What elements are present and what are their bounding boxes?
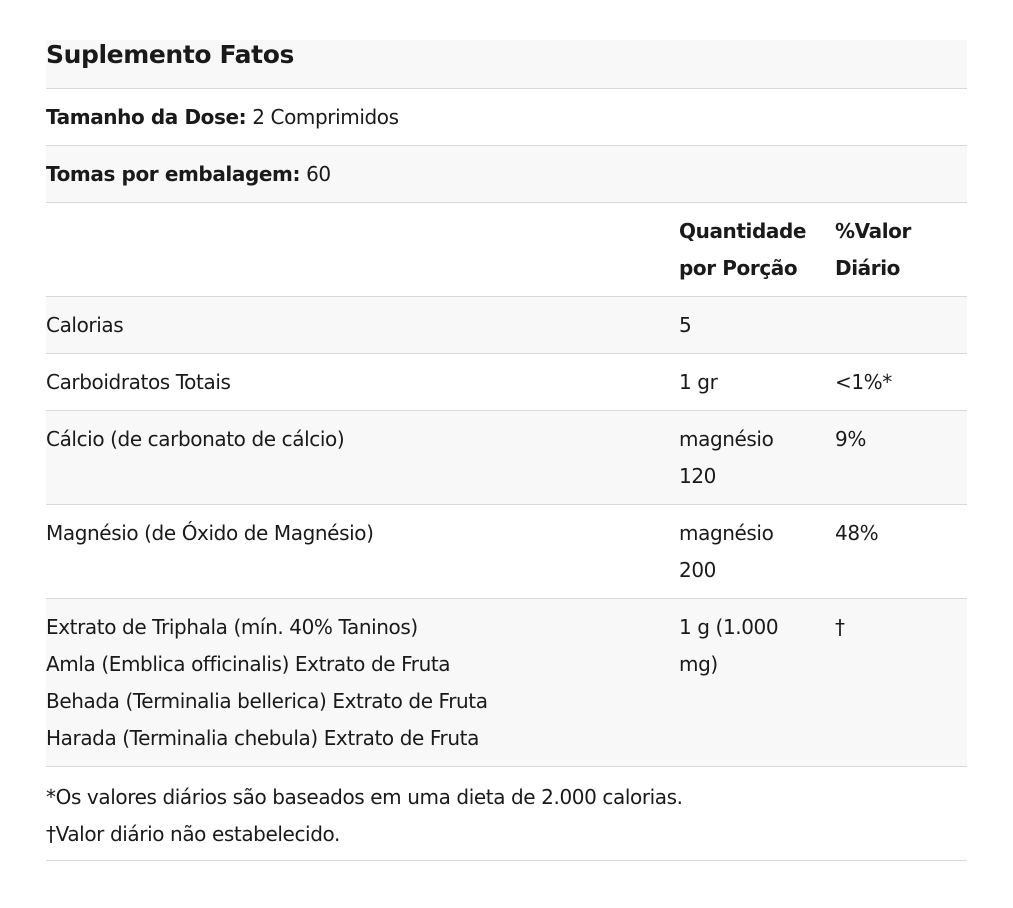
nutrient-name: Calorias: [46, 313, 124, 337]
blend-ingredient: Extrato de Triphala (mín. 40% Taninos): [46, 615, 418, 639]
serving-size-row: [46, 89, 967, 146]
footnote-not-established: †Valor diário não estabelecido.: [46, 822, 340, 846]
servings-per-container-label: Tomas por embalagem:: [46, 162, 301, 186]
nutrient-row-calcium: [46, 411, 967, 505]
nutrient-row-calories: [46, 297, 967, 354]
nutrient-amount: magnésio 120: [679, 427, 774, 488]
blend-row-triphala: [46, 599, 967, 767]
daily-value-header: %Valor Diário: [835, 219, 911, 280]
nutrient-amount: 5: [679, 313, 692, 337]
title-row: [46, 40, 967, 89]
blend-ingredients: [46, 599, 679, 767]
nutrient-name: Cálcio (de carbonato de cálcio): [46, 427, 345, 451]
servings-per-container-row: [46, 146, 967, 203]
nutrient-amount: 1 gr: [679, 370, 718, 394]
facts-title: Suplemento Fatos: [46, 40, 294, 69]
nutrient-name: Magnésio (de Óxido de Magnésio): [46, 521, 374, 545]
blend-amount: 1 g (1.000 mg): [679, 615, 779, 676]
nutrient-daily-value: 48%: [835, 521, 879, 545]
nutrient-row-carbohydrates: [46, 354, 967, 411]
amount-per-serving-header: Quantidade por Porção: [679, 219, 807, 280]
blend-ingredient: Harada (Terminalia chebula) Extrato de Fruta: [46, 726, 479, 750]
supplement-facts-table: [46, 40, 967, 861]
column-header-row: [46, 203, 967, 297]
nutrient-daily-value: [830, 297, 967, 354]
nutrient-daily-value: 9%: [835, 427, 866, 451]
blend-ingredient: Amla (Emblica officinalis) Extrato de Fruta: [46, 652, 451, 676]
nutrient-daily-value: <1%*: [835, 370, 892, 394]
footnote-daily-value-basis: *Os valores diários são baseados em uma dieta de 2.000 calorias.: [46, 785, 683, 809]
servings-per-container-value: 60: [306, 162, 331, 186]
footnotes: [46, 767, 967, 861]
serving-size-value: 2 Comprimidos: [252, 105, 399, 129]
blend-daily-value: †: [835, 615, 845, 639]
nutrient-name: Carboidratos Totais: [46, 370, 231, 394]
nutrient-row-magnesium: [46, 505, 967, 599]
nutrient-amount: magnésio 200: [679, 521, 774, 582]
blend-ingredient: Behada (Terminalia bellerica) Extrato de Fruta: [46, 689, 488, 713]
serving-size-label: Tamanho da Dose:: [46, 105, 247, 129]
footnotes-row: [46, 767, 967, 861]
